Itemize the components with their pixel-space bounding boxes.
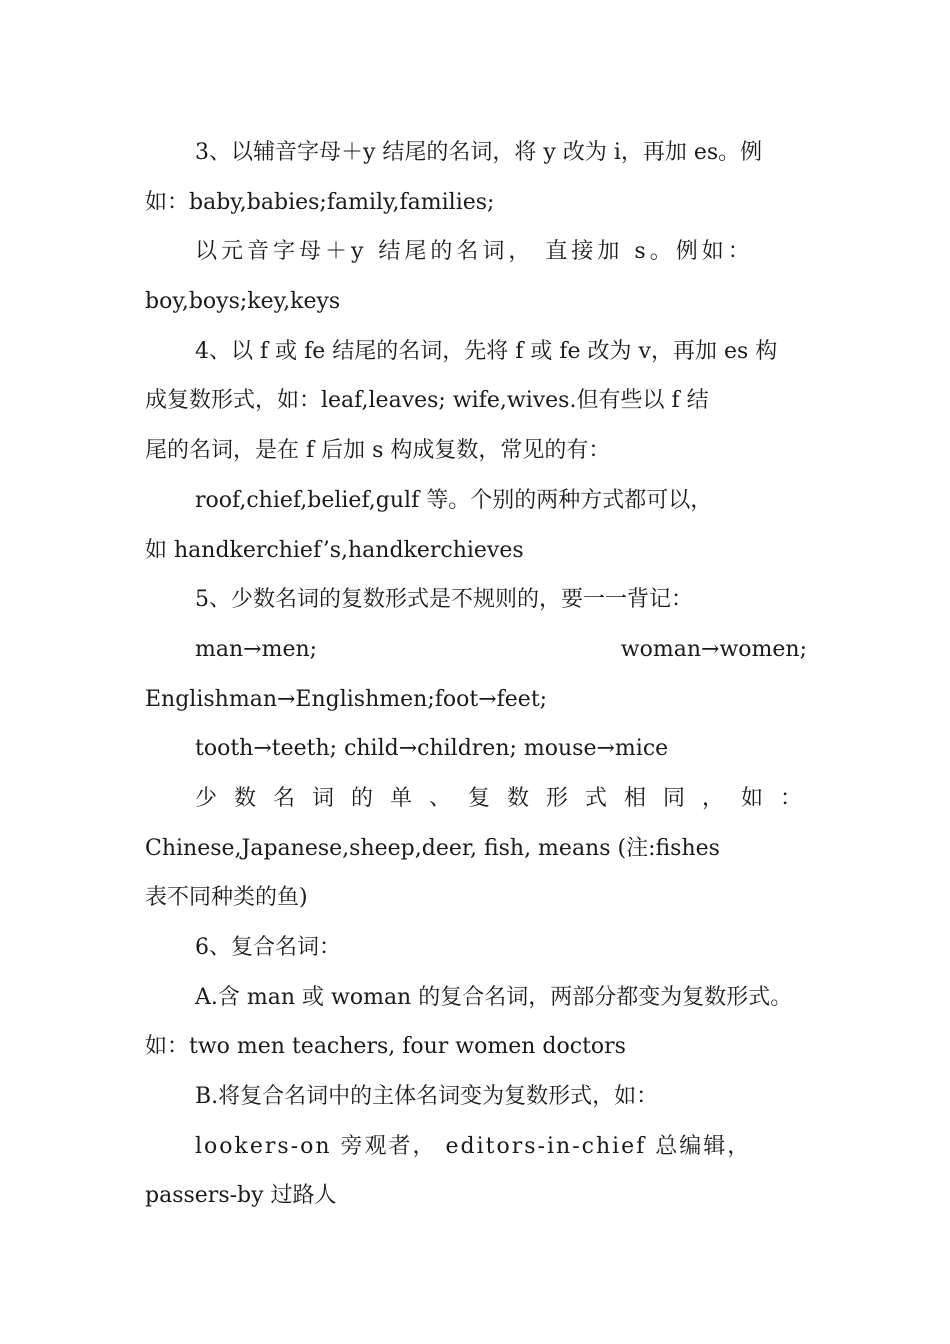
paragraph-line: 以元音字母＋y 结尾的名词， 直接加 s。例如： [195,239,754,265]
paragraph-line: Englishman→Englishmen;foot→feet; [145,686,548,712]
paragraph-line: 尾的名词，是在 f 后加 s 构成复数，常见的有： [145,438,611,464]
paragraph-line: 6、复合名词： [195,935,341,960]
paragraph-line: 成复数形式，如：leaf,leaves; wife,wives.但有些以 f 结 [145,388,709,414]
paragraph-line: roof,chief,belief,gulf 等。个别的两种方式都可以， [195,487,713,513]
paragraph-line [145,625,807,675]
paragraph-line: A.含 man 或 woman 的复合名词，两部分都变为复数形式。 [195,984,793,1010]
paragraph-line: passers-by 过路人 [145,1183,337,1209]
paragraph-line: 5、少数名词的复数形式是不规则的，要一一背记： [195,587,693,613]
paragraph-line: lookers-on 旁观者， editors-in-chief 总编辑， [195,1133,752,1159]
irregular-plural-man: man→men; [195,636,318,662]
paragraph-line: 如：baby,babies;family,families; [145,189,495,215]
paragraph-line: 如 handkerchief’s,handkerchieves [145,537,524,563]
paragraph-line: 表不同种类的鱼) [145,885,308,911]
paragraph-line: 少数名词的单、复数形式相同，如： [195,785,820,811]
paragraph-line: 3、以辅音字母＋y 结尾的名词，将 y 改为 i，再加 es。例 [195,140,763,165]
paragraph-line: 如：two men teachers, four women doctors [145,1034,626,1060]
document-body [145,128,820,1221]
paragraph-line: B.将复合名词中的主体名词变为复数形式，如： [195,1084,659,1110]
paragraph-line: boy,boys;key,keys [145,289,341,315]
paragraph-line: Chinese,Japanese,sheep,deer, fish, means (注:fishes [145,835,720,861]
paragraph-line: 4、以 f 或 fe 结尾的名词，先将 f 或 fe 改为 v，再加 es 构 [195,338,778,364]
irregular-plural-woman: woman→women; [620,636,807,662]
paragraph-line: tooth→teeth; child→children; mouse→mice [195,736,669,762]
